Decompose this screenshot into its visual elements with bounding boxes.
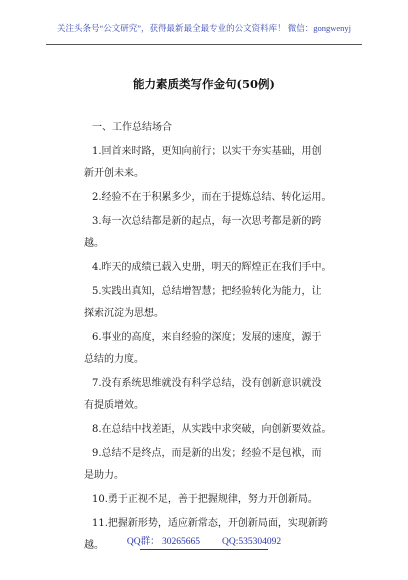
- promo-header: 关注头条号“公文研究”，获得最新最全最专业的公文资料库！ 微信：gongwenyj: [57, 23, 351, 33]
- sentence-line: 8.在总结中找差距，从实践中求突破，向创新要效益。: [92, 424, 332, 435]
- sentence-item: [92, 257, 332, 279]
- qq-group-text: QQ群： 30265665: [126, 537, 200, 547]
- sentence-item: [84, 211, 332, 255]
- sentence-line: 5.实践出真知，总结增智慧；把经验转化为能力，让: [92, 286, 322, 297]
- sentence-line: 越。: [84, 540, 104, 551]
- sentence-line: 探索沉淀为思想。: [84, 308, 164, 319]
- sentence-line: 有提质增效。: [84, 400, 144, 411]
- sentence-line: 10.勇于正视不足，善于把握规律，努力开创新局。: [92, 494, 318, 505]
- sentence-line: 越。: [84, 238, 104, 249]
- contact-footer: [0, 533, 408, 547]
- sentence-item: [92, 419, 332, 441]
- qq-text: QQ:535304092: [221, 537, 282, 547]
- sentence-item: [92, 489, 332, 511]
- sentence-list: [84, 141, 332, 557]
- header-divider: [46, 44, 362, 45]
- sentence-item: [84, 327, 332, 371]
- footer-underline: [140, 549, 268, 550]
- sentence-line: 3.每一次总结都是新的起点，每一次思考都是新的跨: [92, 216, 322, 227]
- section-heading: 一、工作总结场合: [92, 122, 172, 133]
- document-title: 能力素质类写作金句(50例): [133, 77, 275, 91]
- sentence-item: [92, 187, 332, 209]
- sentence-item: [84, 141, 332, 185]
- sentence-item: [84, 443, 332, 487]
- sentence-line: 9.总结不是终点，而是新的出发；经验不是包袱，而: [92, 448, 322, 459]
- document-body: [84, 117, 332, 559]
- sentence-line: 是助力。: [84, 470, 124, 481]
- sentence-item: [84, 281, 332, 325]
- sentence-line: 2.经验不在于积累多少，而在于提炼总结、转化运用。: [92, 192, 332, 203]
- sentence-line: 11.把握新形势，适应新常态，开创新局面，实现新跨: [92, 518, 328, 529]
- sentence-line: 总结的力度。: [84, 354, 144, 365]
- sentence-line: 4.昨天的成绩已载入史册，明天的辉煌正在我们手中。: [92, 262, 332, 273]
- sentence-line: 6.事业的高度，来自经验的深度；发展的速度，源于: [92, 332, 322, 343]
- sentence-item: [84, 373, 332, 417]
- sentence-line: 1.回首来时路，更知向前行；以实干夯实基础，用创: [92, 146, 322, 157]
- sentence-line: 新开创未来。: [84, 168, 144, 179]
- sentence-line: 7.没有系统思维就没有科学总结，没有创新意识就没: [92, 378, 322, 389]
